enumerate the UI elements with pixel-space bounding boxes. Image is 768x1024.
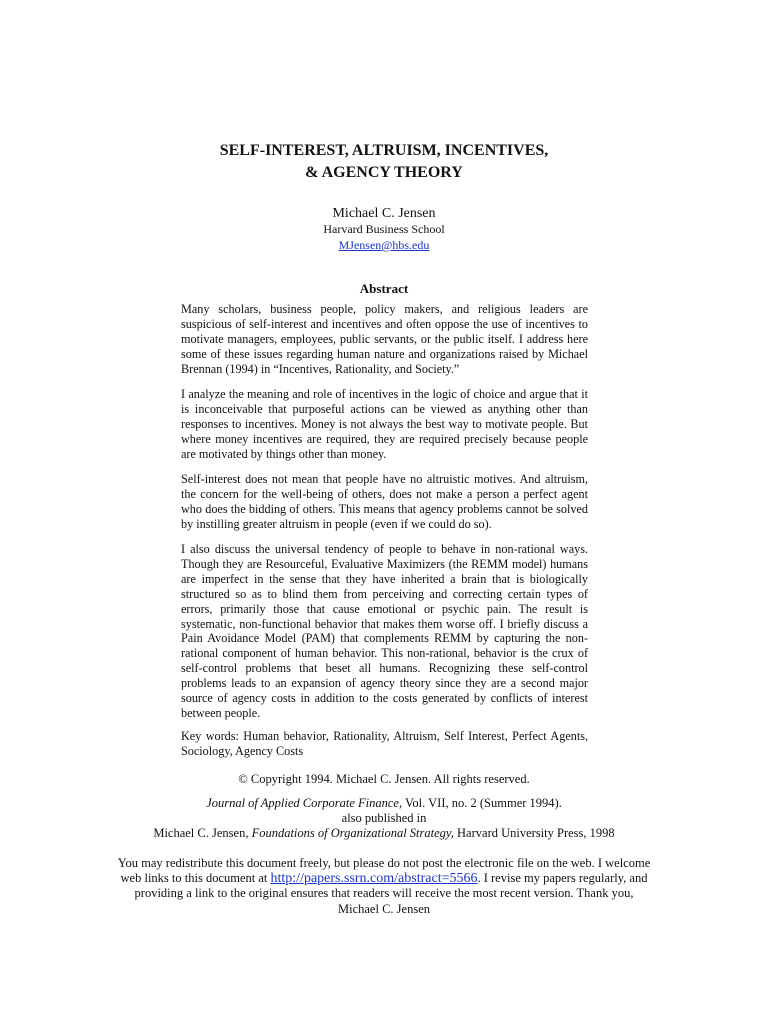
abstract-paragraph-3: Self-interest does not mean that people have no altruistic motives. And altruism, the concern for the well-being of others, does not make a person a perfect agent who does the bidding of others. This means that agency problems cannot be solved by instilling greater altruism in people (even if we could do so).: [181, 472, 588, 531]
paper-title: [0, 140, 768, 184]
journal-name: Journal of Applied Corporate Finance: [206, 796, 399, 810]
ssrn-link[interactable]: http://papers.ssrn.com/abstract=5566: [270, 871, 478, 887]
paper-title-line-1: SELF-INTEREST, ALTRUISM, INCENTIVES,: [219, 142, 549, 159]
copyright-notice: © Copyright 1994. Michael C. Jensen. All rights reserved.: [238, 772, 530, 786]
book-publisher: Harvard University Press, 1998: [453, 826, 615, 840]
abstract-paragraph-2: I analyze the meaning and role of incentives in the logic of choice and argue that it is inconceivable that purposeful actions can be viewed as anything other than responses to incentives. Money is not always the best way to motivate people. But where money incentives are required, they are required precisely because people are motivated by things other than money.: [181, 387, 588, 461]
book-citation: [0, 826, 768, 841]
abstract-heading: Abstract: [359, 281, 409, 296]
author-email-link[interactable]: MJensen@hbs.edu: [338, 238, 430, 252]
redistribution-text-after: . I revise my papers regularly, and providing a link to the original ensures that readers will receive the most recent version. Thank you,: [134, 871, 648, 901]
redistribution-text-before: You may redistribute this document freely, but please do not post the electronic file on the web. I welcome web links to this document at: [117, 856, 651, 886]
signature: Michael C. Jensen: [338, 901, 430, 916]
book-title: Foundations of Organizational Strategy,: [251, 826, 454, 840]
redistribution-notice: [110, 856, 658, 917]
author-email-row: [0, 236, 768, 254]
keywords-paragraph: Key words: Human behavior, Rationality, Altruism, Self Interest, Perfect Agents, Sociology, Agency Costs: [181, 729, 588, 758]
author-affiliation: Harvard Business School: [323, 222, 445, 236]
book-author: Michael C. Jensen,: [153, 826, 252, 840]
abstract-paragraph-4: I also discuss the universal tendency of people to behave in non-rational ways. Though they are Resourceful, Evaluative Maximizers (the REMM model) humans are imperfect in the sense that they have inherited a brain that is biologically structured so as to blind them from perceiving and correcting certain types of errors, primarily those that cause emotional or psychic pain. The result is systematic, non-functional behavior that makes them worse off. I briefly discuss a Pain Avoidance Model (PAM) that complements REMM by capturing the non-rational component of human behavior. This non-rational, behavior is the crux of self-control problems that beset all humans. Recognizing these self-control problems leads to an expansion of agency theory since they are a second major source of agency costs in addition to the costs generated by conflicts of interest between people.: [181, 542, 588, 720]
author-name: Michael C. Jensen: [332, 206, 436, 221]
paper-title-line-2: & AGENCY THEORY: [305, 164, 463, 181]
also-published-in: also published in: [341, 811, 427, 825]
journal-citation: [0, 796, 768, 811]
journal-details: , Vol. VII, no. 2 (Summer 1994).: [398, 796, 562, 810]
abstract-paragraph-1: Many scholars, business people, policy makers, and religious leaders are suspicious of self-interest and incentives and often oppose the use of incentives to motivate managers, employees, public servants, or the public itself. I address here some of these issues regarding human nature and organizations raised by Michael Brennan (1994) in “Incentives, Rationality, and Society.”: [181, 302, 588, 376]
